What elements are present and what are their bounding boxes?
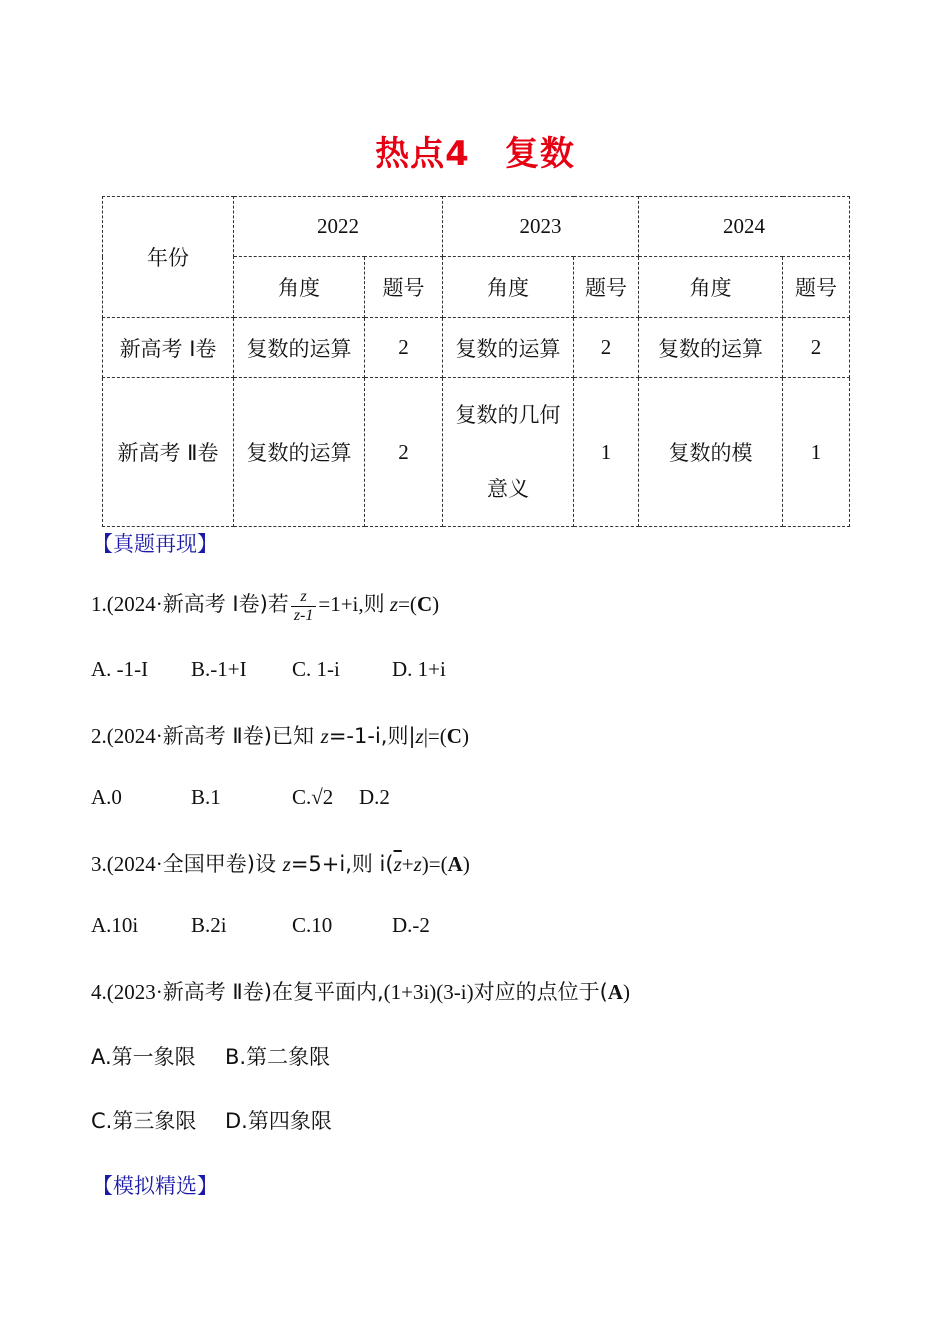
table-cell: 复数的运算 <box>639 318 783 378</box>
row-label: 新高考 Ⅰ卷 <box>103 318 234 378</box>
table-cell: 复数的模 <box>639 378 783 527</box>
answer: A <box>607 980 623 1004</box>
answer: C <box>446 724 462 748</box>
variable-z: z <box>413 852 422 876</box>
option-b: B.-1+I <box>191 657 247 681</box>
table-cell: 2 <box>365 318 443 378</box>
option-a: A. -1-I <box>91 657 149 681</box>
year-2024-header: 2024 <box>639 197 850 257</box>
question-source: 新高考 Ⅰ卷)若 <box>162 592 289 616</box>
option-b <box>225 1041 330 1071</box>
variable-z: z <box>282 852 291 876</box>
option-c-label: C.第三象限 <box>91 1109 197 1133</box>
angle-header-2022: 角度 <box>234 257 365 318</box>
section-heading-simulation: 【模拟精选】 <box>92 1174 218 1198</box>
question-close: ) <box>461 724 469 748</box>
variable-z: z <box>320 724 329 748</box>
option-b: B.1 <box>191 785 221 809</box>
angle-header-2024: 角度 <box>639 257 783 318</box>
option-a-label: A.第一象限 <box>91 1045 196 1069</box>
question-text: )=( <box>421 852 448 876</box>
table-cell: 2 <box>365 378 443 527</box>
table-row <box>103 318 850 378</box>
table-cell: 复数的几何意义 <box>443 378 574 527</box>
option-a: A.0 <box>91 785 122 809</box>
question-source: 新高考 Ⅱ卷)已知 <box>162 724 321 748</box>
table-cell: 复数的运算 <box>234 378 365 527</box>
question-text: =-1-i,则| <box>328 724 416 748</box>
section-heading-real-exam: 【真题再现】 <box>92 532 218 556</box>
question-text: 对应的点位于( <box>473 980 608 1004</box>
question-close: ) <box>432 592 440 616</box>
year-2022-header: 2022 <box>234 197 443 257</box>
exam-statistics-table <box>102 196 850 527</box>
question-close: ) <box>623 980 630 1004</box>
option-d: D.2 <box>359 785 390 809</box>
fraction-denominator: z-1 <box>293 606 314 624</box>
table-cell: 2 <box>574 318 639 378</box>
option-c <box>91 1105 196 1135</box>
year-2023-header: 2023 <box>443 197 639 257</box>
year-header-cell: 年份 <box>103 197 234 318</box>
question-source: 全国甲卷)设 <box>162 852 283 876</box>
angle-header-2023: 角度 <box>443 257 574 318</box>
question-text: + <box>401 852 414 876</box>
question-source: 新高考 Ⅱ卷)在复平面内, <box>162 980 384 1004</box>
option-c: C.10 <box>292 913 333 937</box>
option-d: D. 1+i <box>392 657 446 681</box>
number-header-2024: 题号 <box>783 257 850 318</box>
option-c: C.√2 <box>292 785 334 809</box>
table-cell: 复数的运算 <box>443 318 574 378</box>
question-2 <box>91 720 469 750</box>
option-b-label: B.第二象限 <box>225 1045 331 1069</box>
option-d: D.-2 <box>392 913 430 937</box>
table-row <box>103 378 850 527</box>
question-text: =1+i,则 <box>318 592 390 616</box>
table-cell: 复数的运算 <box>234 318 365 378</box>
question-prefix: 1.(2024· <box>91 592 163 616</box>
variable-z: z <box>389 592 399 616</box>
question-text: |=( <box>423 724 447 748</box>
answer: C <box>416 592 433 616</box>
table-cell: 1 <box>783 378 850 527</box>
option-c: C. 1-i <box>292 657 340 681</box>
question-text: =( <box>398 592 417 616</box>
question-expression: (1+3i)(3-i) <box>383 980 474 1004</box>
question-prefix: 3.(2024· <box>91 852 163 876</box>
fraction-numerator: z <box>291 588 317 607</box>
answer: A <box>447 852 463 876</box>
question-3 <box>91 848 470 878</box>
question-prefix: 4.(2023· <box>91 980 163 1004</box>
option-a <box>91 1041 196 1071</box>
number-header-2023: 题号 <box>574 257 639 318</box>
question-4 <box>91 976 630 1006</box>
option-d-label: D.第四象限 <box>225 1109 332 1133</box>
row-label: 新高考 Ⅱ卷 <box>103 378 234 527</box>
conjugate-z: $\overline{z}$ <box>393 852 402 876</box>
question-close: ) <box>462 852 470 876</box>
question-text: =5+i,则 i( <box>290 852 394 876</box>
question-1 <box>91 588 439 624</box>
number-header-2022: 题号 <box>365 257 443 318</box>
option-d <box>225 1105 332 1135</box>
table-cell: 2 <box>783 318 850 378</box>
variable-z: z <box>415 724 424 748</box>
table-cell: 1 <box>574 378 639 527</box>
option-a: A.10i <box>91 913 139 937</box>
page-title: 热点4 复数 <box>375 134 575 174</box>
fraction <box>291 588 317 624</box>
question-prefix: 2.(2024· <box>91 724 163 748</box>
option-b: B.2i <box>191 913 227 937</box>
